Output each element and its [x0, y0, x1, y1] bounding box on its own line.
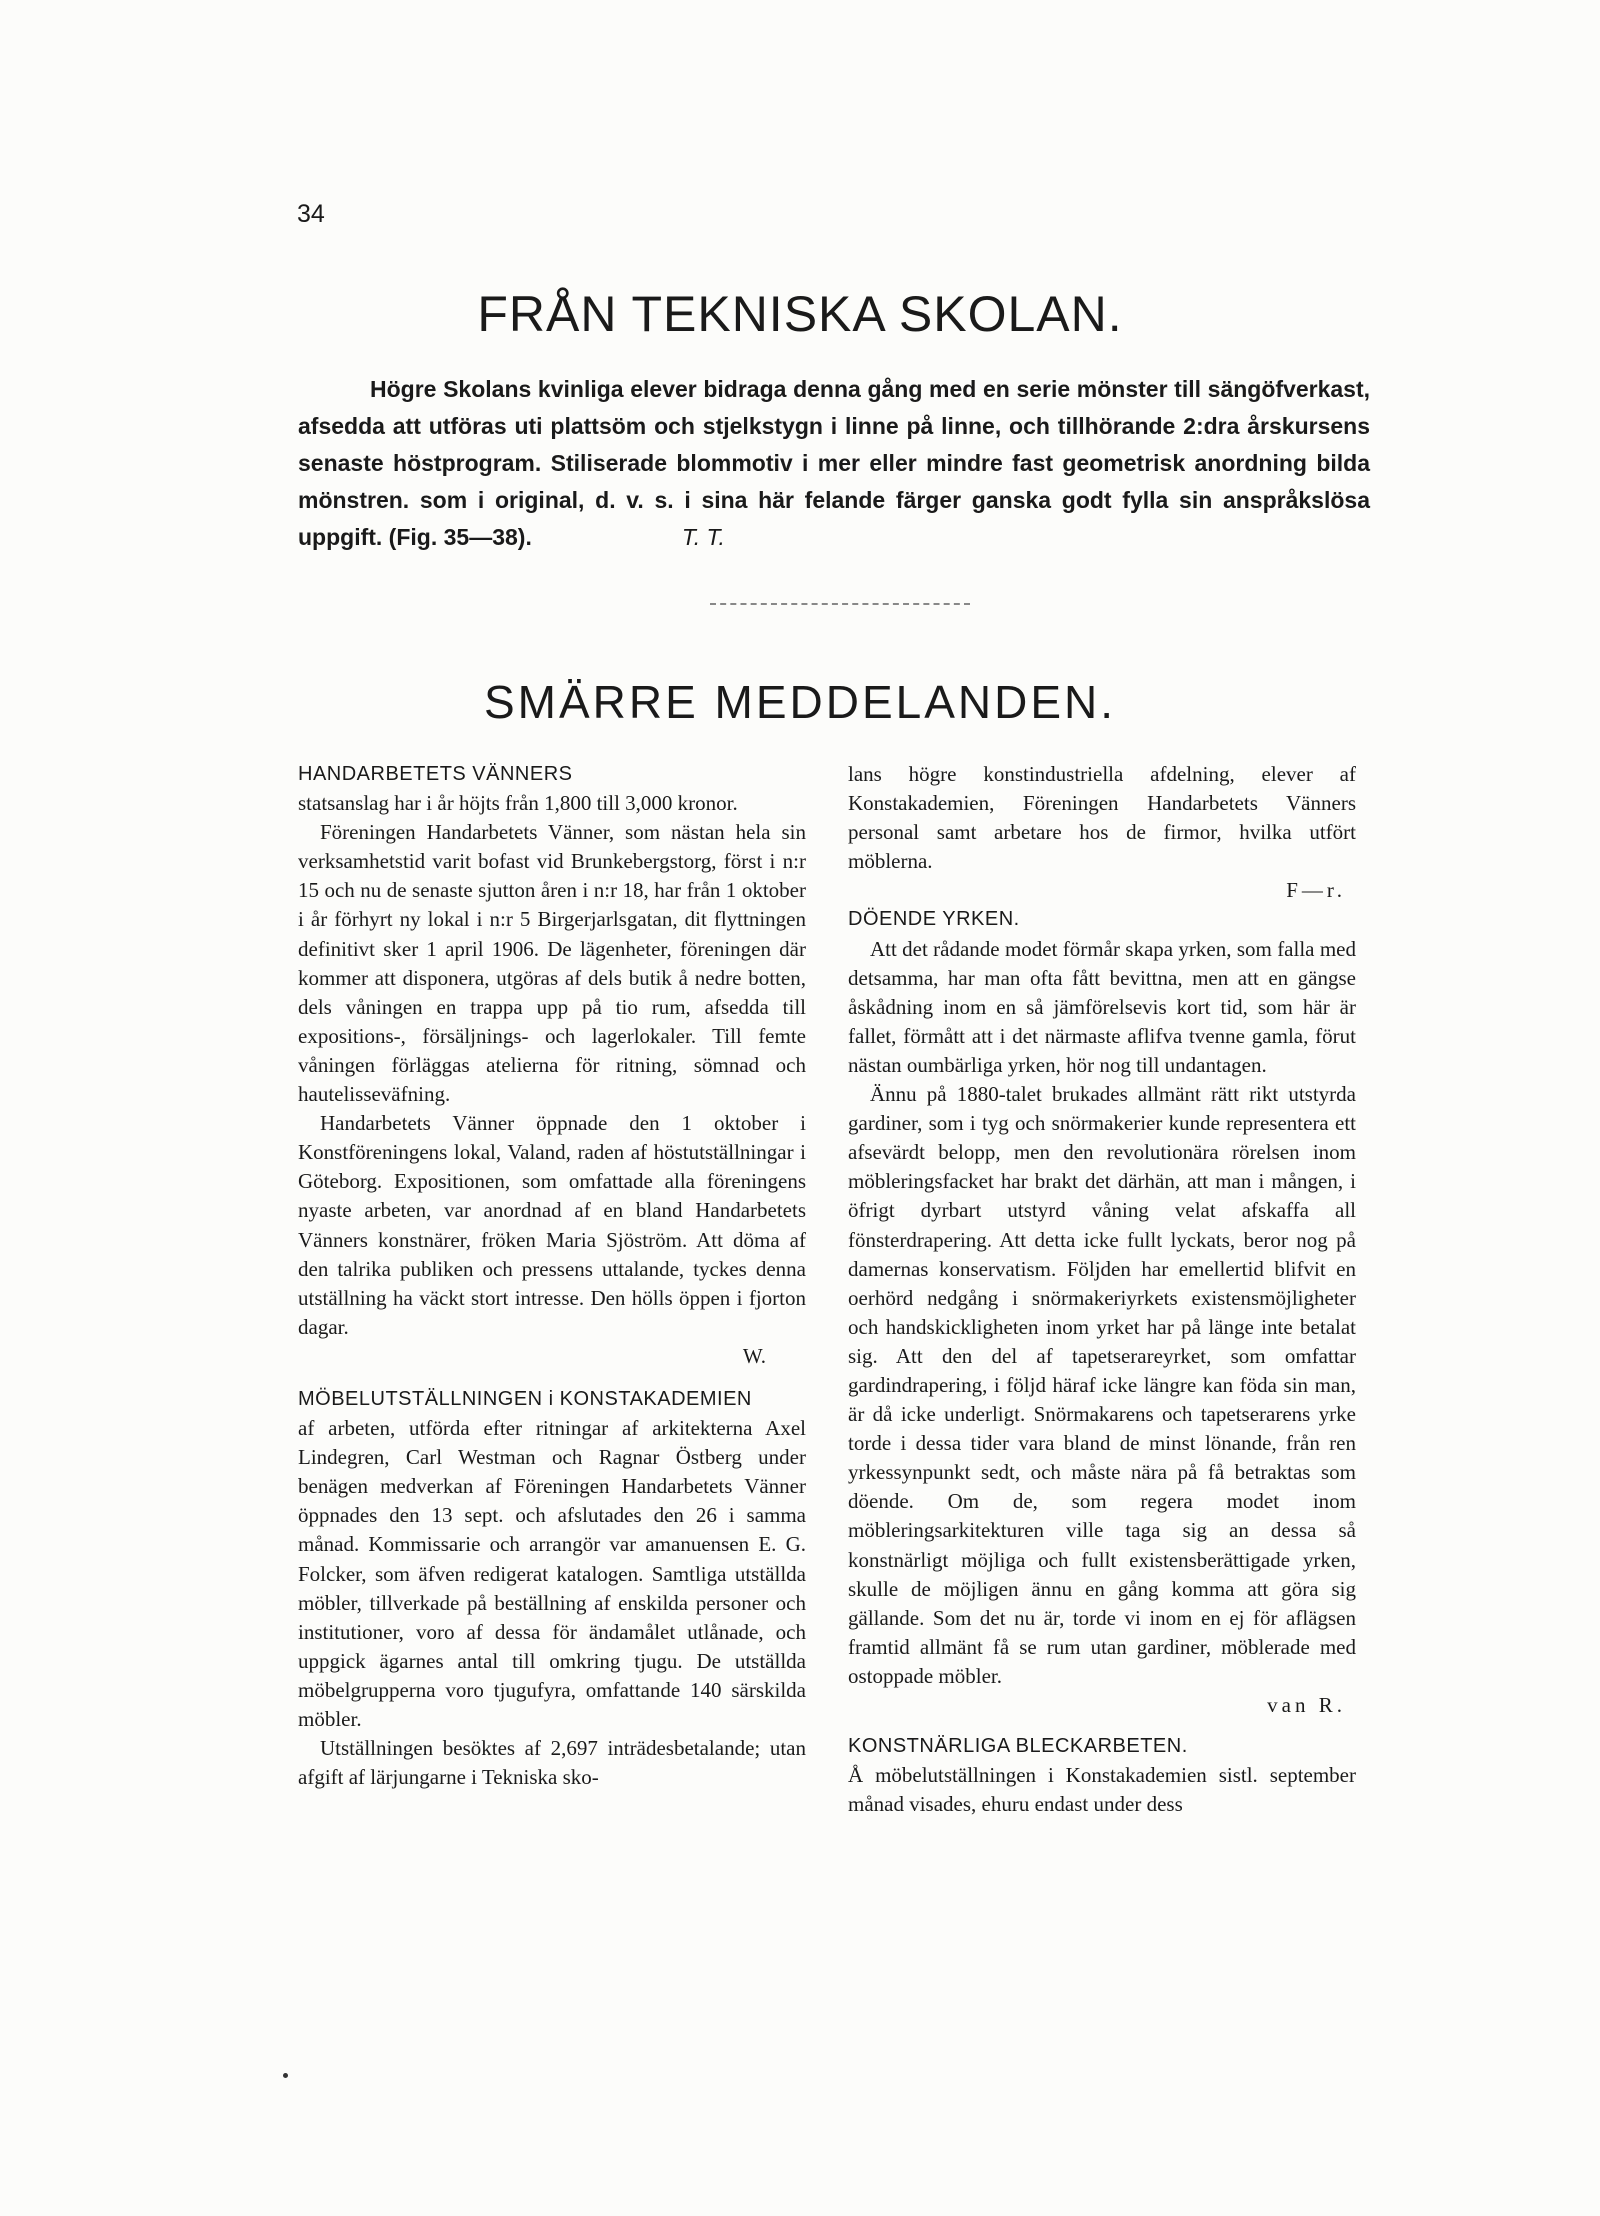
article-paragraph: Ännu på 1880-talet brukades allmänt rätt rikt utstyrda gardiner, som i tyg och snörmakerier kunde representera ett afsevärdt belopp, men den revolutionära rörelsen inom möbleringsfacket har brakt det därhän, att man i mången, i öfrigt dyrbart utstyrd våning velat afskaffa all fönsterdrapering. Att detta icke fullt lyckats, beror nog på damernas konservatism. Följden har emellertid blifvit en oerhörd nedgång i snörmakeriyrkets existensmöjligheter och handskickligheten inom yrket har på länge inte betalat sig. Att den del af tapetserareyrket, som omfattar gardindrapering, i följd häraf icke längre kan föda sin man, är då icke underligt. Snörmakarens och tapetserarens yrke torde i dessa tider vara bland de minst lönande, från ren yrkessynpunkt sedt, och måste nära på få betraktas som döende. Om de, som regera modet inom möbleringsarkitekturen ville taga sig an dessa så konstnärligt möjliga och fullt existensberättigade yrken, skulle de möjligen ännu en gång komma att göra sig gällande. Som det nu är, torde vi inom en ej för aflägsen framtid allmänt få se rum utan gardiner, möblerade med ostoppade möbler. — [848, 1082, 1356, 1688]
article-signature: W. — [742, 1343, 766, 1368]
article-paragraph: Handarbetets Vänner öppnade den 1 oktober i Konstföreningens lokal, Valand, raden af höstutställningar i Göteborg. Expositionen, som omfattade alla föreningens nyaste arbeten, var anordnad af en bland Handarbetets Vänners konstnärer, fröken Maria Sjöström. Att döma af den talrika publiken och pressens uttalande, tyckes denna utställning ha väckt stort intresse. Den hölls öppen i fjorton dagar. — [298, 1111, 806, 1339]
intro-signature: T. T. — [681, 524, 725, 550]
article-paragraph: Att det rådande modet förmår skapa yrken, som falla med detsamma, har man ofta fått bevittna, men att en gängse åskådning inom en så jämförelsevis kort tid, som här är fallet, förmått att i det närmaste aflifva tvenne gamla, förut nästan oumbärliga yrken, hör nog till undantagen. — [848, 936, 1356, 1077]
article-heading-bleckarbeten: KONSTNÄRLIGA BLECKARBETEN. — [848, 1735, 1188, 1758]
article-paragraph: Utställningen besöktes af 2,697 inträdesbetalande; utan afgift af lärjungarne i Tekniska sko- — [298, 1736, 806, 1790]
article-heading-handarbetets: HANDARBETETS VÄNNERS — [298, 763, 573, 785]
article-heading-mobelutstallningen: MÖBELUTSTÄLLNINGEN i KONSTAKADEMIEN — [298, 1387, 752, 1410]
section-title: SMÄRRE MEDDELANDEN. — [483, 676, 1117, 728]
article-paragraph: lans högre konstindustriella afdelning, elever af Konstakademien, Föreningen Handarbetets Vänners personal samt arbetare hos de firmor, hvilka utfört möblerna. — [848, 762, 1356, 874]
article-paragraph: af arbeten, utförda efter ritningar af arkitekterna Axel Lindegren, Carl Westman och Ragnar Östberg under benägen medverkan af Föreningen Handarbetets Vänner öppnades den 13 sept. och afslutades den 26 i samma månad. Kommissarie och arrangör var amanuensen E. G. Folcker, som äfven redigerat katalogen. Samtliga utställda möbler, tillverkade på beställning af enskilda personer och institutioner, voro af dessa för ändamålet utlånade, och uppgick ägarnes antal till omkring tjugu. De utställda möbelgrupperna voro tjugufyra, omfattande 140 särskilda möbler. — [298, 1416, 806, 1731]
article-paragraph: Å möbelutställningen i Konstakademien sistl. september månad visades, ehuru endast under dess — [848, 1763, 1356, 1817]
left-column — [298, 760, 806, 1792]
section-divider — [710, 603, 970, 605]
intro-block — [298, 371, 1370, 556]
page-title: FRÅN TEKNISKA SKOLAN. — [477, 286, 1123, 342]
page-number: 34 — [297, 200, 325, 228]
article-signature: van R. — [1267, 1693, 1346, 1717]
article-paragraph: statsanslag har i år höjts från 1,800 till 3,000 kronor. — [298, 791, 738, 816]
article-paragraph: Föreningen Handarbetets Vänner, som nästan hela sin verksamhetstid varit bofast vid Brunkebergstorg, först i n:r 15 och nu de senaste sjutton åren i n:r 18, har från 1 oktober i år förhyrt ny lokal i n:r 5 Birgerjarlsgatan, dit flyttningen definitivt sker 1 april 1906. De lägenheter, föreningen där kommer att disponera, utgöras af dels butik å nedre botten, dels våningen en trappa upp på tio rum, afsedda till expositions-, försäljnings- och lagerlokaler. Till femte våningen förläggas atelierna för ritning, sömnad och hautelisseväfning. — [298, 820, 806, 1107]
article-signature: F—r. — [1286, 878, 1346, 903]
intro-paragraph — [298, 371, 1370, 556]
ink-dot — [283, 2073, 288, 2078]
article-heading-doende-yrken: DÖENDE YRKEN. — [848, 908, 1020, 931]
right-column — [848, 760, 1356, 1819]
intro-text: Högre Skolans kvinliga elever bidraga denna gång med en serie mönster till sängöfverkast, afsedda att utföras uti plattsöm och stjelkstygn i linne på linne, och tillhörande 2:dra årskursens senaste höstprogram. Stiliserade blommotiv i mer eller mindre fast geometrisk anordning bilda mönstren. som i original, d. v. s. i sina här felande färger ganska godt fylla sin anspråkslösa uppgift. (Fig. 35—38). — [298, 376, 1370, 550]
